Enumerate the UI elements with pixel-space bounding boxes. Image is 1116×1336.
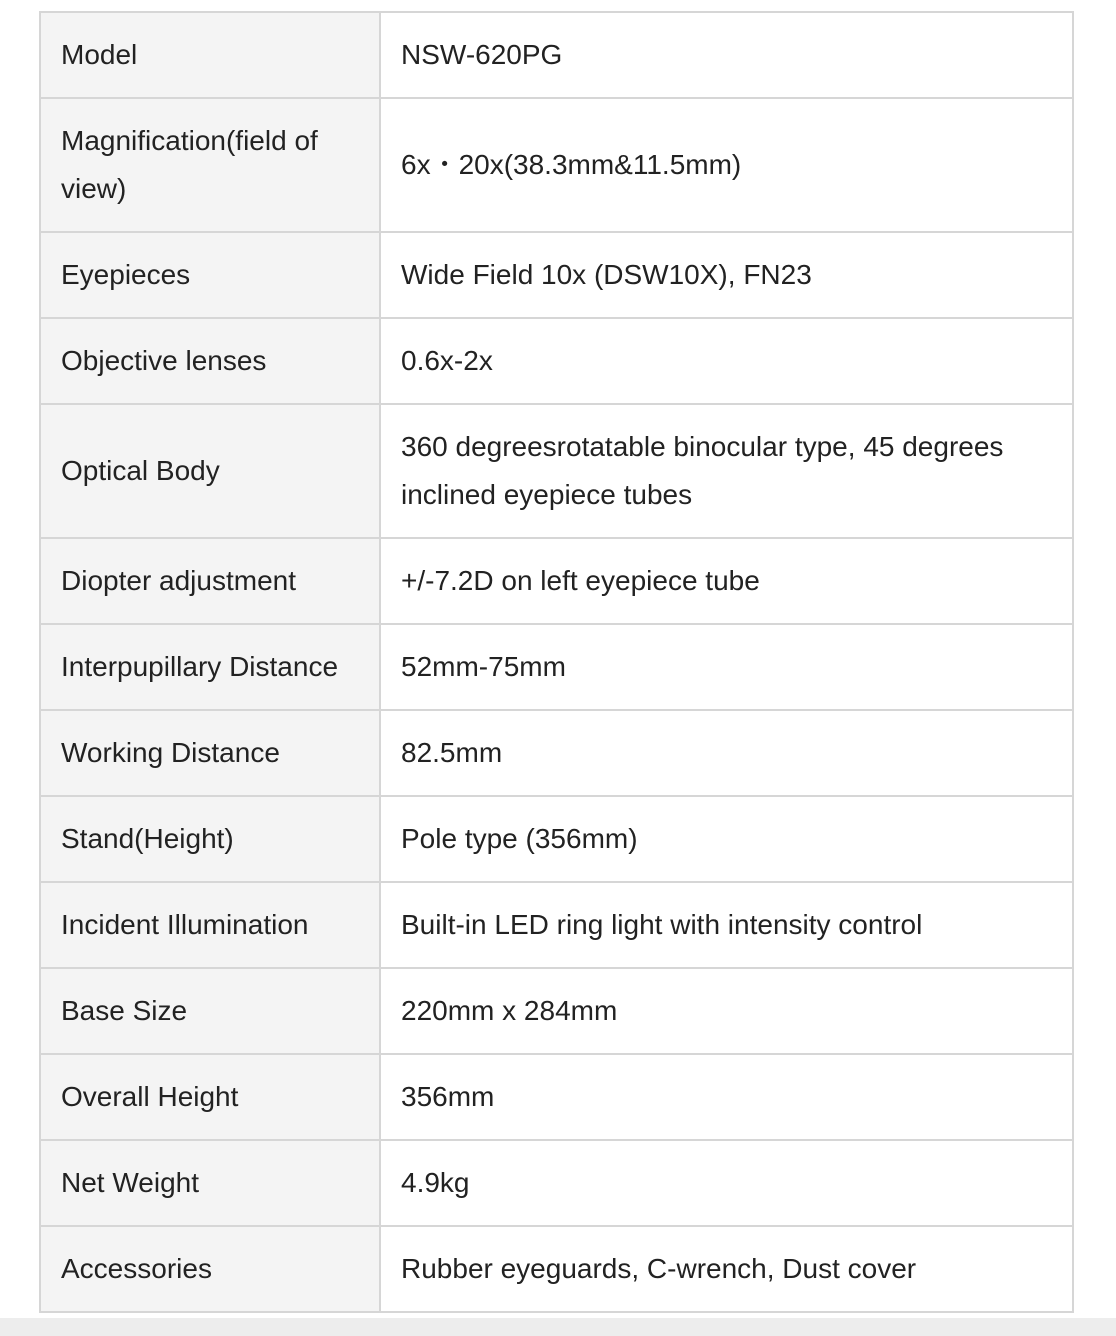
- spec-label: Incident Illumination: [40, 882, 380, 968]
- spec-label: Working Distance: [40, 710, 380, 796]
- spec-label: Interpupillary Distance: [40, 624, 380, 710]
- spec-value: NSW-620PG: [380, 12, 1073, 98]
- spec-label: Accessories: [40, 1226, 380, 1312]
- spec-value: Wide Field 10x (DSW10X), FN23: [380, 232, 1073, 318]
- spec-label: Diopter adjustment: [40, 538, 380, 624]
- spec-label: Objective lenses: [40, 318, 380, 404]
- table-row: [40, 98, 1073, 232]
- spec-value: 360 degreesrotatable binocular type, 45 degrees inclined eyepiece tubes: [380, 404, 1073, 538]
- spec-value: 220mm x 284mm: [380, 968, 1073, 1054]
- spec-label: Eyepieces: [40, 232, 380, 318]
- spec-label: Model: [40, 12, 380, 98]
- spec-label: Base Size: [40, 968, 380, 1054]
- table-row: [40, 710, 1073, 796]
- table-row: [40, 318, 1073, 404]
- spec-value: 0.6x-2x: [380, 318, 1073, 404]
- spec-value: Pole type (356mm): [380, 796, 1073, 882]
- table-row: [40, 796, 1073, 882]
- spec-value: 356mm: [380, 1054, 1073, 1140]
- table-row: [40, 12, 1073, 98]
- spec-value: +/-7.2D on left eyepiece tube: [380, 538, 1073, 624]
- table-row: [40, 968, 1073, 1054]
- specifications-table: [39, 11, 1074, 1313]
- page-bottom-band: [0, 1318, 1116, 1336]
- table-row: [40, 1140, 1073, 1226]
- spec-label: Net Weight: [40, 1140, 380, 1226]
- table-row: [40, 1054, 1073, 1140]
- table-row: [40, 882, 1073, 968]
- spec-label: Magnification(field of view): [40, 98, 380, 232]
- spec-label: Overall Height: [40, 1054, 380, 1140]
- spec-label: Optical Body: [40, 404, 380, 538]
- spec-value: 6x・20x(38.3mm&11.5mm): [380, 98, 1073, 232]
- spec-label: Stand(Height): [40, 796, 380, 882]
- table-row: [40, 232, 1073, 318]
- spec-value: Rubber eyeguards, C-wrench, Dust cover: [380, 1226, 1073, 1312]
- table-row: [40, 1226, 1073, 1312]
- table-row: [40, 538, 1073, 624]
- table-row: [40, 404, 1073, 538]
- table-row: [40, 624, 1073, 710]
- spec-value: Built-in LED ring light with intensity control: [380, 882, 1073, 968]
- spec-value: 82.5mm: [380, 710, 1073, 796]
- spec-value: 52mm-75mm: [380, 624, 1073, 710]
- spec-value: 4.9kg: [380, 1140, 1073, 1226]
